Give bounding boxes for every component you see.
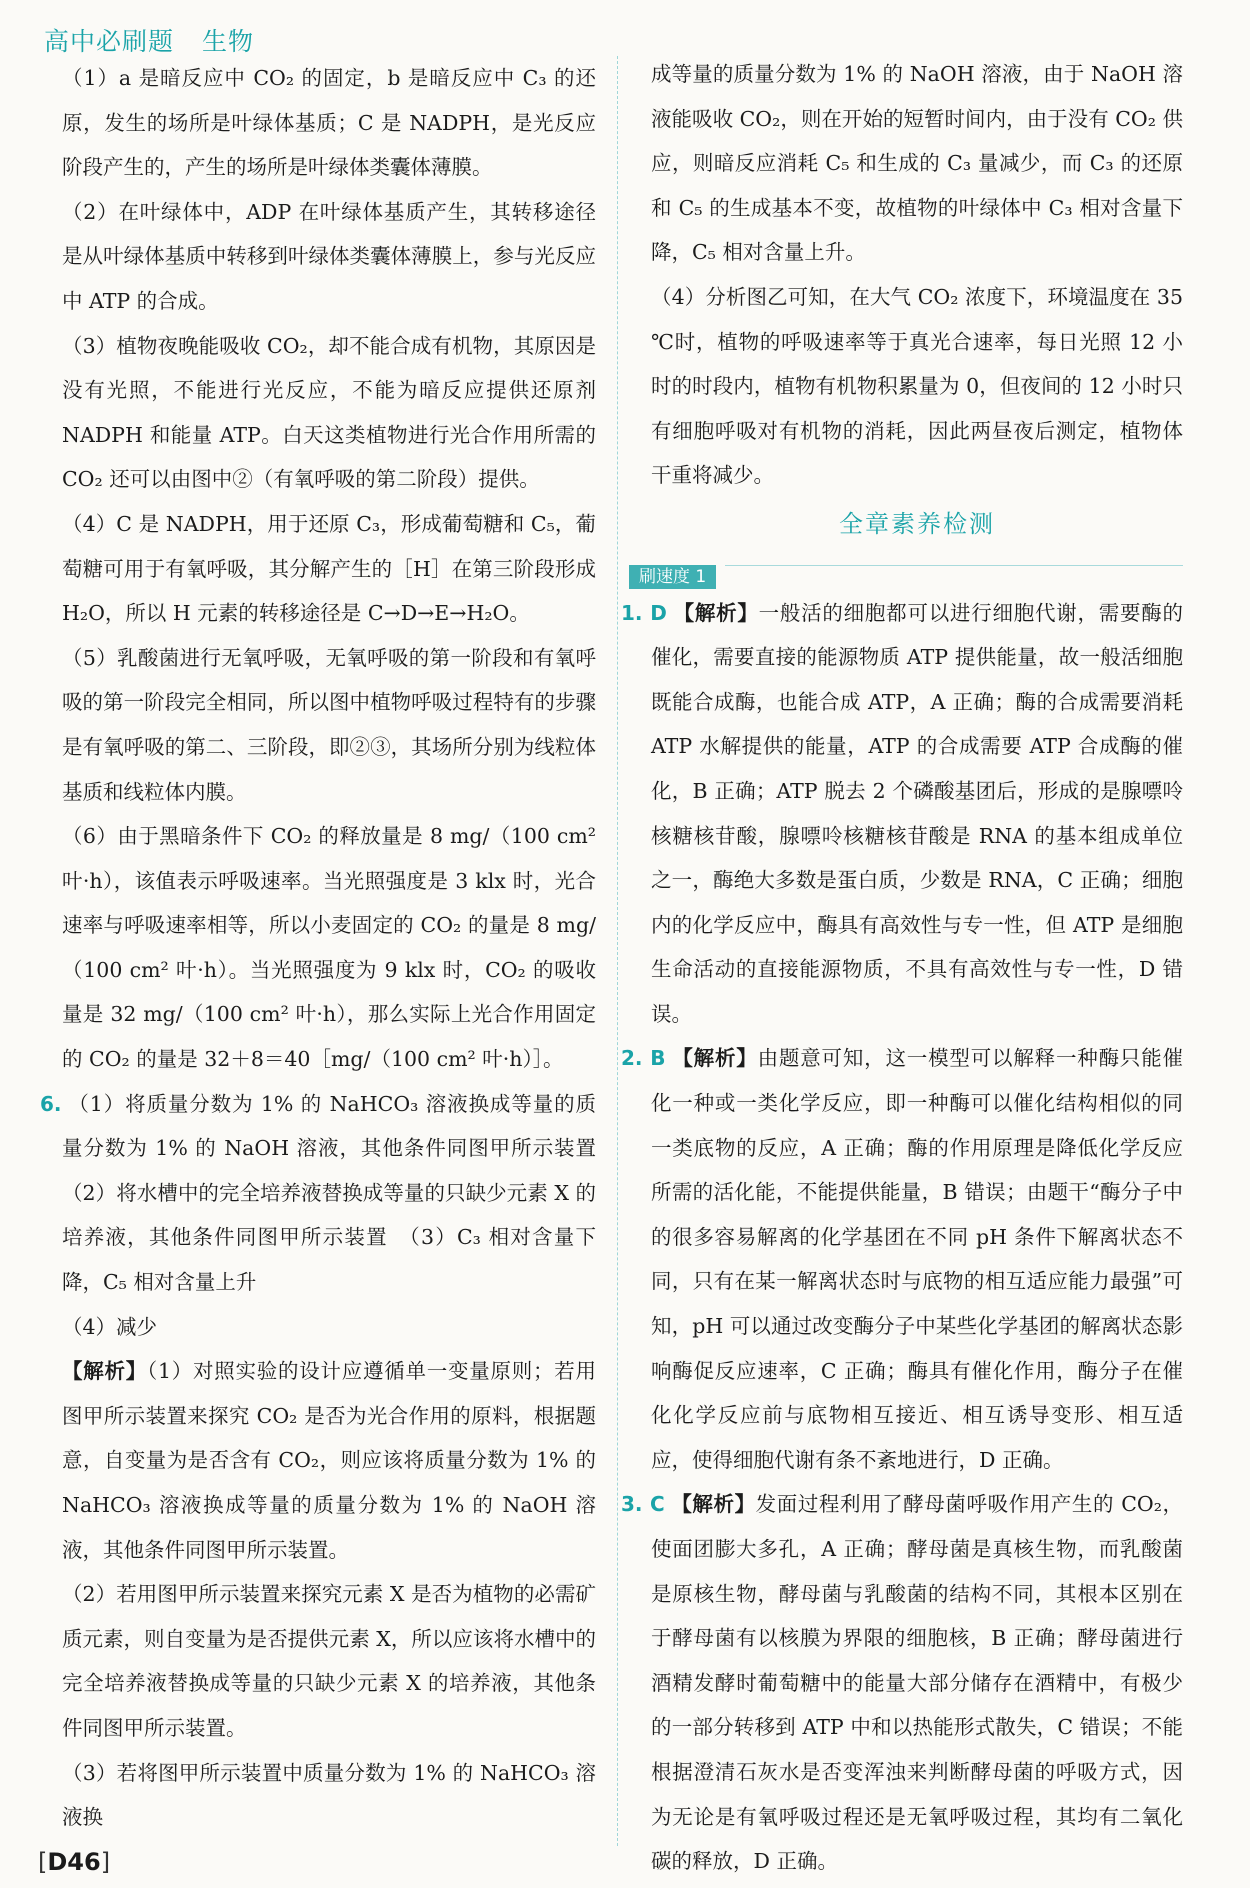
answer-5-part-2: （2）在叶绿体中，ADP 在叶绿体基质产生，其转移途径是从叶绿体基质中转移到叶绿体类囊体薄膜上，参与光反应中 ATP 的合成。: [62, 199, 596, 313]
question-1: [621, 591, 1184, 1037]
question-3-text: 发面过程利用了酵母菌呼吸作用产生的 CO₂，使面团膨大多孔，A 正确；酵母菌是真核生物，而乳酸菌是原核生物，酵母菌与乳酸菌的结构不同，其根本区别在于酵母菌有以核膜为界限的细胞核，B 正确；酵母菌进行酒精发酵时葡萄糖中的能量大部分储存在酒精中，有极少的一部分转移到 ATP 中和以热能形式散失，C 错误；不能根据澄清石灰水是否变浑浊来判断酵母菌的呼吸方式，因为无论是有氧呼吸过程还是无氧呼吸过程，其均有二氧化碳的释放，D 正确。: [651, 1492, 1183, 1874]
page-bracket-open: [: [38, 1848, 48, 1876]
answer-5-part-6: （6）由于黑暗条件下 CO₂ 的释放量是 8 mg/（100 cm² 叶·h），该值表示呼吸速率。当光照强度是 3 klx 时，光合速率与呼吸速率相等，所以小麦固定的 CO₂ 的量是 8 mg/（100 cm² 叶·h）。当光照强度为 9 klx 时，CO₂ 的吸收量是 32 mg/（100 cm² 叶·h），那么实际上光合作用固定的 CO₂ 的量是 32＋8＝40［mg/（100 cm² 叶·h）］。: [62, 824, 596, 1072]
analysis-continued: 成等量的质量分数为 1% 的 NaOH 溶液，由于 NaOH 溶液能吸收 CO₂，则在开始的短暂时间内，由于没有 CO₂ 供应，则暗反应消耗 C₅ 和生成的 C₃ 量减少，而 C₃ 的还原和 C₅ 的生成基本不变，故植物的叶绿体中 C₃ 相对含量下降，C₅ 相对含量上升。: [651, 62, 1183, 265]
question-2-number: 2. B: [621, 1046, 666, 1071]
book-title: 高中必刷题: [44, 27, 175, 56]
question-1-text: 一般活的细胞都可以进行细胞代谢，需要酶的催化，需要直接的能源物质 ATP 提供能量，故一般活细胞既能合成酶，也能合成 ATP，A 正确；酶的合成需要消耗 ATP 水解提供的能量，ATP 的合成需要 ATP 合成酶的催化，B 正确；ATP 脱去 2 个磷酸基团后，形成的是腺嘌呤核糖核苷酸，腺嘌呤核糖核苷酸是 RNA 的基本组成单位之一，酶绝大多数是蛋白质，少数是 RNA，C 正确；细胞内的化学反应中，酶具有高效性与专一性，但 ATP 是细胞生命活动的直接能源物质，不具有高效性与专一性，D 错误。: [651, 600, 1184, 1026]
analysis-tag: 【解析】: [62, 1359, 147, 1384]
subject-title: 生物: [202, 27, 255, 56]
analysis-tag: 【解析】: [671, 1046, 758, 1071]
question-6-analysis-2: （2）若用图甲所示装置来探究元素 X 是否为植物的必需矿质元素，则自变量为是否提供元素 X，所以应该将水槽中的完全培养液替换成等量的只缺少元素 X 的培养液，其他条件同图甲所示装置。: [62, 1582, 596, 1740]
page-number: [38, 1848, 110, 1876]
question-6-analysis-4: （4）分析图乙可知，在大气 CO₂ 浓度下，环境温度在 35 ℃时，植物的呼吸速率等于真光合速率，每日光照 12 小时的时段内，植物有机物积累量为 0，但夜间的 12 小时只有细胞呼吸对有机物的消耗，因此两昼夜后测定，植物体干重将减少。: [651, 284, 1183, 488]
page-bracket-close: ]: [100, 1848, 111, 1876]
analysis-tag: 【解析】: [672, 600, 759, 625]
answer-5-part-3: （3）植物夜晚能吸收 CO₂，却不能合成有机物，其原因是没有光照，不能进行光反应，不能为暗反应提供还原剂 NADPH 和能量 ATP。白天这类植物进行光合作用所需的 CO₂ 还可以由图中②（有氧呼吸的第二阶段）提供。: [62, 333, 596, 492]
answer-5-part-4: （4）C 是 NADPH，用于还原 C₃，形成葡萄糖和 C₅，葡萄糖可用于有氧呼吸，其分解产生的［H］在第三阶段形成 H₂O，所以 H 元素的转移途径是 C→D→E→H₂O。: [62, 511, 596, 626]
left-column: [40, 56, 617, 1840]
page-number-text: D46: [47, 1848, 101, 1876]
question-2: [621, 1036, 1184, 1482]
analysis-tag: 【解析】: [670, 1492, 756, 1517]
page-header: [44, 22, 254, 58]
answer-5-part-5: （5）乳酸菌进行无氧呼吸，无氧呼吸的第一阶段和有氧呼吸的第一阶段完全相同，所以图中植物呼吸过程特有的步骤是有氧呼吸的第二、三阶段，即②③，其场所分别为线粒体基质和线粒体内膜。: [62, 645, 596, 804]
question-6-answer-text: （1）将质量分数为 1% 的 NaHCO₃ 溶液换成等量的质量分数为 1% 的 NaOH 溶液，其他条件同图甲所示装置 （2）将水槽中的完全培养液替换成等量的只缺少元素 X 的培养液，其他条件同图甲所示装置 （3）C₃ 相对含量下降，C₅ 相对含量上升: [62, 1091, 617, 1295]
question-3: [621, 1482, 1183, 1883]
question-3-number: 3. C: [621, 1492, 665, 1517]
speed-badge-row: [629, 553, 1183, 587]
analysis-text: （1）对照实验的设计应遵循单一变量原则；若用图甲所示装置来探究 CO₂ 是否为光合作用的原料，根据题意，自变量为是否含有 CO₂，则应该将质量分数为 1% 的 NaHCO₃ 溶液换成等量的质量分数为 1% 的 NaOH 溶液，其他条件同图甲所示装置。: [62, 1359, 597, 1562]
question-1-number: 1. D: [621, 600, 667, 625]
question-6-analysis-3: （3）若将图甲所示装置中质量分数为 1% 的 NaHCO₃ 溶液换: [62, 1760, 596, 1830]
question-6-answer-4: （4）减少: [62, 1314, 158, 1339]
badge-rule: [725, 565, 1183, 566]
question-6-analysis-1: [62, 1349, 596, 1572]
right-column: [621, 52, 1184, 1884]
speed-badge: 刷速度 1: [629, 565, 716, 589]
column-divider: [617, 56, 618, 1846]
question-6-answer: [40, 1082, 617, 1305]
section-title: 全章素养检测: [839, 509, 995, 538]
answer-5-part-1: （1）a 是暗反应中 CO₂ 的固定，b 是暗反应中 C₃ 的还原，发生的场所是叶绿体基质；C 是 NADPH，是光反应阶段产生的，产生的场所是叶绿体类囊体薄膜。: [62, 66, 596, 180]
question-6-number: 6.: [40, 1091, 62, 1116]
question-2-text: 由题意可知，这一模型可以解释一种酶只能催化一种或一类化学反应，即一种酶可以催化结构相似的同一类底物的反应，A 正确；酶的作用原理是降低化学反应所需的活化能，不能提供能量，B 错误；由题干“酶分子中的很多容易解离的化学基团在不同 pH 条件下解离状态不同，只有在某一解离状态时与底物的相互适应能力最强”可知，pH 可以通过改变酶分子中某些化学基团的解离状态影响酶促反应速率，C 正确；酶具有催化作用，酶分子在催化化学反应前与底物相互接近、相互诱导变形、相互适应，使得细胞代谢有条不紊地进行，D 正确。: [651, 1046, 1184, 1472]
